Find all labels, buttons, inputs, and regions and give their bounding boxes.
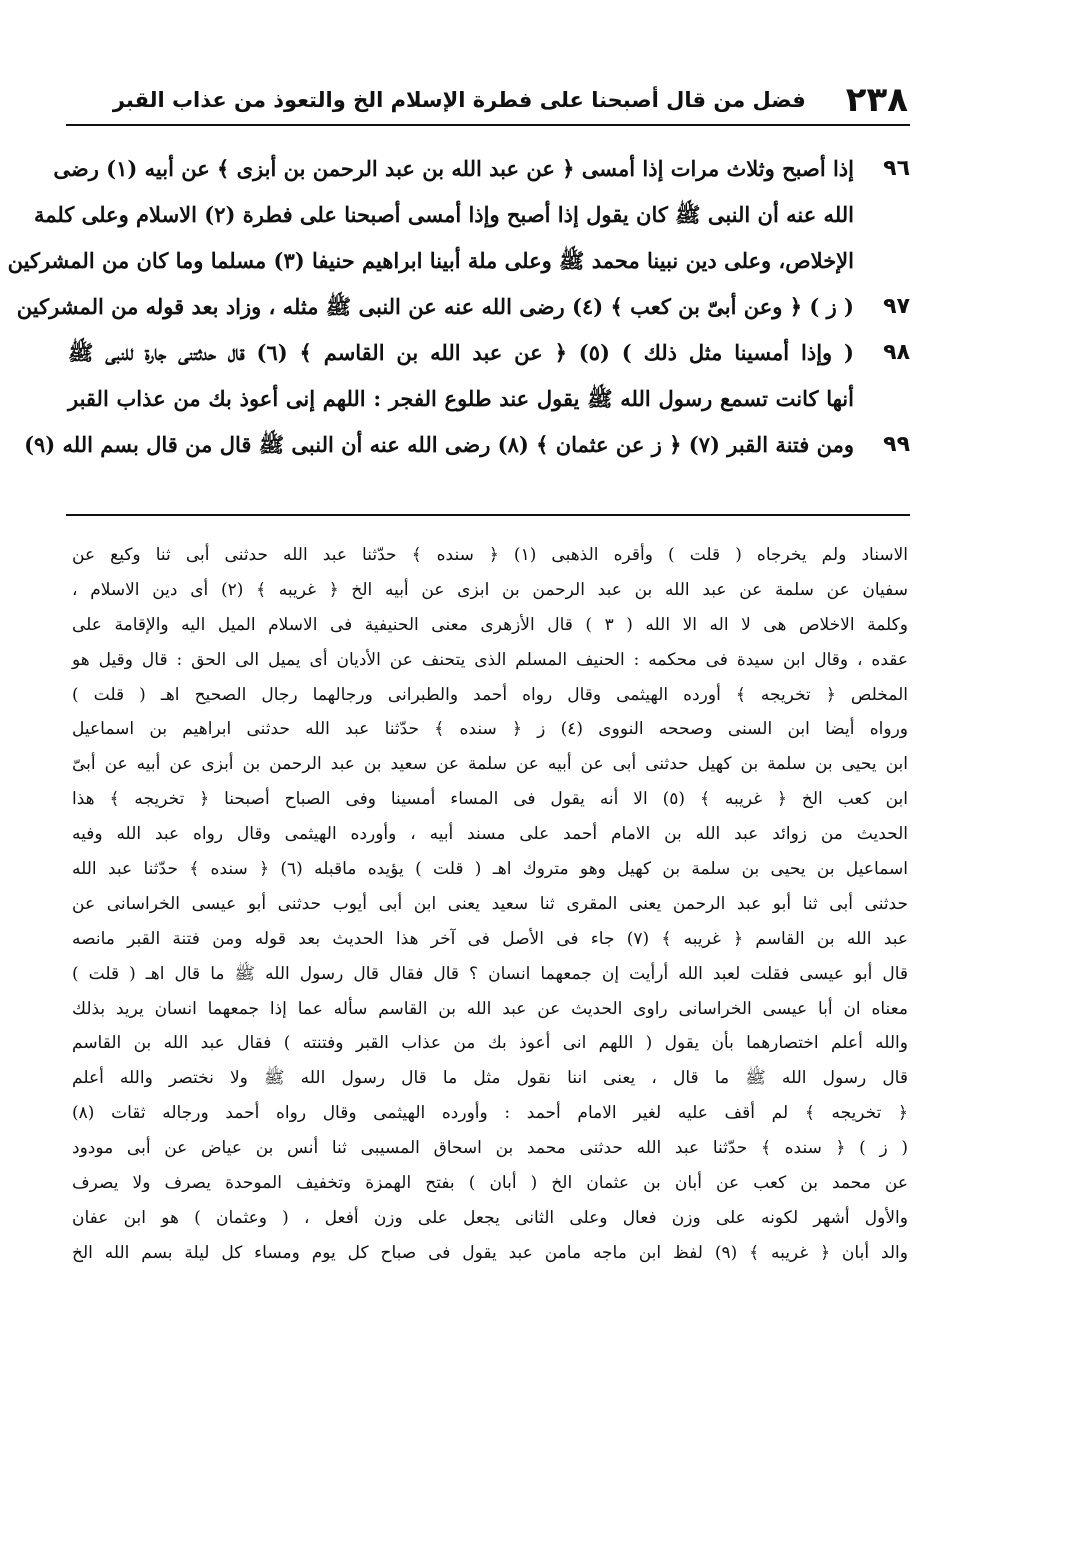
footnote-line: والأول أشهر لكونه على وزن فعال وعلى الثانى يجعل على وزن أفعل ، ( وعثمان ) هو ابن عفان (72, 1207, 908, 1228)
main-line-text: الإخلاص، وعلى دين نبينا محمد ﷺ وعلى ملة أبينا ابراهيم حنيفا (٣) مسلما وما كان من المشركين (7, 248, 854, 273)
footnote-line: والله أعلم اختصارهما بأن يقول ( اللهم انى أعوذ بك من عذاب القبر وفتنته ) فقال عبد الله بن القاسم (72, 1033, 908, 1054)
hadith-number: ٩٨ (883, 340, 910, 365)
footnote-line: عبد الله بن القاسم ﴿ غريبه ﴾ (٧) جاء فى الأصل فى آخر هذا الحديث بعد قوله ومن فتنة القبر مانصه (72, 928, 908, 949)
footnote-line: ابن يحيى بن سلمة بن كهيل حدثنى أبى عن أبيه عن سلمة عن سعيد بن عبد الرحمن بن أبزى عن أبيه عن أبىّ (72, 754, 908, 775)
footnote-line: معناه ان أبا عيسى الخراسانى راوى الحديث عن عبد الله بن القاسم سأله عما إذا جمعهما انسان يريد بذلك (72, 998, 908, 1019)
footnote-line: ( ز ) ﴿ سنده ﴾ حدّثنا عبد الله حدثنى محمد بن اسحاق المسيبى ثنا أنس بن عياض عن أبى مودود (72, 1138, 908, 1159)
hadith-number: ٩٩ (883, 432, 910, 457)
main-line-text: ( وإذا أمسينا مثل ذلك ) (٥) ﴿ عن عبد الله بن القاسم ﴾ (٦) قال حدثتنى جارة للنبى ﷺ (68, 340, 854, 365)
footnote-line: قال أبو عيسى فقلت لعبد الله أرأيت إن جمعهما انسان ؟ قال فقال قال رسول الله ﷺ ما قال اهـ ( قلت ) (72, 963, 908, 984)
footnote-line: المخلص ﴿ تخريجه ﴾ أورده الهيثمى وقال رواه أحمد والطبرانى ورجالهما رجال الصحيح اهـ ( قلت ) (72, 684, 908, 705)
footnotes-block (72, 538, 908, 1271)
main-line-text: أنها كانت تسمع رسول الله ﷺ يقول عند طلوع الفجر : اللهم إنى أعوذ بك من عذاب القبر (68, 386, 854, 411)
main-line-text: ومن فتنة القبر (٧) ﴿ ز عن عثمان ﴾ (٨) رضى الله عنه أن النبى ﷺ قال من قال بسم الله (٩) (24, 432, 854, 457)
main-line (68, 330, 910, 376)
footnote-separator (66, 514, 910, 516)
footnote-line: ﴿ تخريجه ﴾ لم أقف عليه لغير الامام أحمد : وأورده الهيثمى وقال رواه أحمد ورجاله ثقات (٨) (72, 1103, 908, 1124)
footnote-line: عقده ، وقال ابن سيدة فى محكمه : الحنيف المسلم الذى يتحنف عن الأديان أى يميل الى الحق : قال وقيل هو (72, 649, 908, 670)
main-line-text: إذا أصبح وثلاث مرات إذا أمسى ﴿ عن عبد الله بن عبد الرحمن بن أبزى ﴾ عن أبيه (١) رضى (53, 156, 854, 181)
main-line (7, 238, 910, 284)
main-line (16, 284, 910, 330)
main-line (33, 192, 910, 238)
running-title: فضل من قال أصبحنا على فطرة الإسلام الخ والتعوذ من عذاب القبر (112, 88, 806, 112)
footnote-line: والد أبان ﴿ غريبه ﴾ (٩) لفظ ابن ماجه مامن عبد يقول فى صباح كل يوم ومساء كل ليلة بسم الله الخ (72, 1242, 908, 1263)
footnote-line: ورواه أيضا ابن السنى وصححه النووى (٤) ز ﴿ سنده ﴾ حدّثنا عبد الله حدثنى ابراهيم بن اسماعيل (72, 719, 908, 740)
footnote-line: حدثنى أبى ثنا أبو عبد الرحمن يعنى المقرى ثنا سعيد يعنى ابن أبى أيوب حدثنى أبو عيسى الخراسانى عن (72, 893, 908, 914)
header-rule (66, 124, 910, 126)
footnote-line: اسماعيل بن يحيى بن سلمة بن كهيل وهو متروك اهـ ( قلت ) يؤيده ماقبله (٦) ﴿ سنده ﴾ حدّثنا عبد الله (72, 859, 908, 880)
footnote-line: وكلمة الاخلاص هى لا اله الا الله ( ٣ ) قال الأزهرى معنى الحنيفية فى الاسلام الميل اليه والإقامة على (72, 614, 908, 635)
footnote-line: ابن كعب الخ ﴿ غريبه ﴾ (٥) الا أنه يقول فى المساء أمسينا وفى الصباح أصبحنا ﴿ تخريجه ﴾ هذا (72, 789, 908, 810)
footnote-line: الاسناد ولم يخرجاه ( قلت ) وأقره الذهبى (١) ﴿ سنده ﴾ حدّثنا عبد الله حدثنى أبى ثنا وكيع عن (72, 545, 908, 565)
page-number: ٢٣٨ (845, 80, 908, 120)
main-line-text: الله عنه أن النبى ﷺ كان يقول إذا أصبح وإذا أمسى أصبحنا على فطرة (٢) الاسلام وعلى كلمة (33, 202, 854, 227)
main-line (24, 422, 910, 468)
page-header (68, 78, 908, 120)
main-text-block (7, 146, 910, 468)
main-line (53, 146, 910, 192)
footnote-line: سفيان عن سلمة عن عبد الله بن عبد الرحمن بن ابزى عن أبيه الخ ﴿ غريبه ﴾ (٢) أى دين الاسلام ، (72, 579, 908, 600)
footnote-line: الحديث من زوائد عبد الله بن الامام أحمد على مسند أبيه ، وأورده الهيثمى وقال رواه عبد الله وفيه (72, 824, 908, 845)
main-line (68, 376, 910, 422)
footnote-line: عن محمد بن كعب عن أبان بن عثمان الخ ( أبان ) بفتح الهمزة وتخفيف الموحدة يصرف ولا يصرف (72, 1173, 908, 1194)
hadith-number: ٩٧ (883, 294, 910, 319)
footnote-line: قال رسول الله ﷺ ما قال ، يعنى اننا نقول مثل ما قال رسول الله ﷺ ولا نختصر والله أعلم (72, 1068, 908, 1089)
main-line-text: ( ز ) ﴿ وعن أبىّ بن كعب ﴾ (٤) رضى الله عنه عن النبى ﷺ مثله ، وزاد بعد قوله من المشركين (16, 294, 854, 319)
hadith-number: ٩٦ (883, 156, 910, 181)
